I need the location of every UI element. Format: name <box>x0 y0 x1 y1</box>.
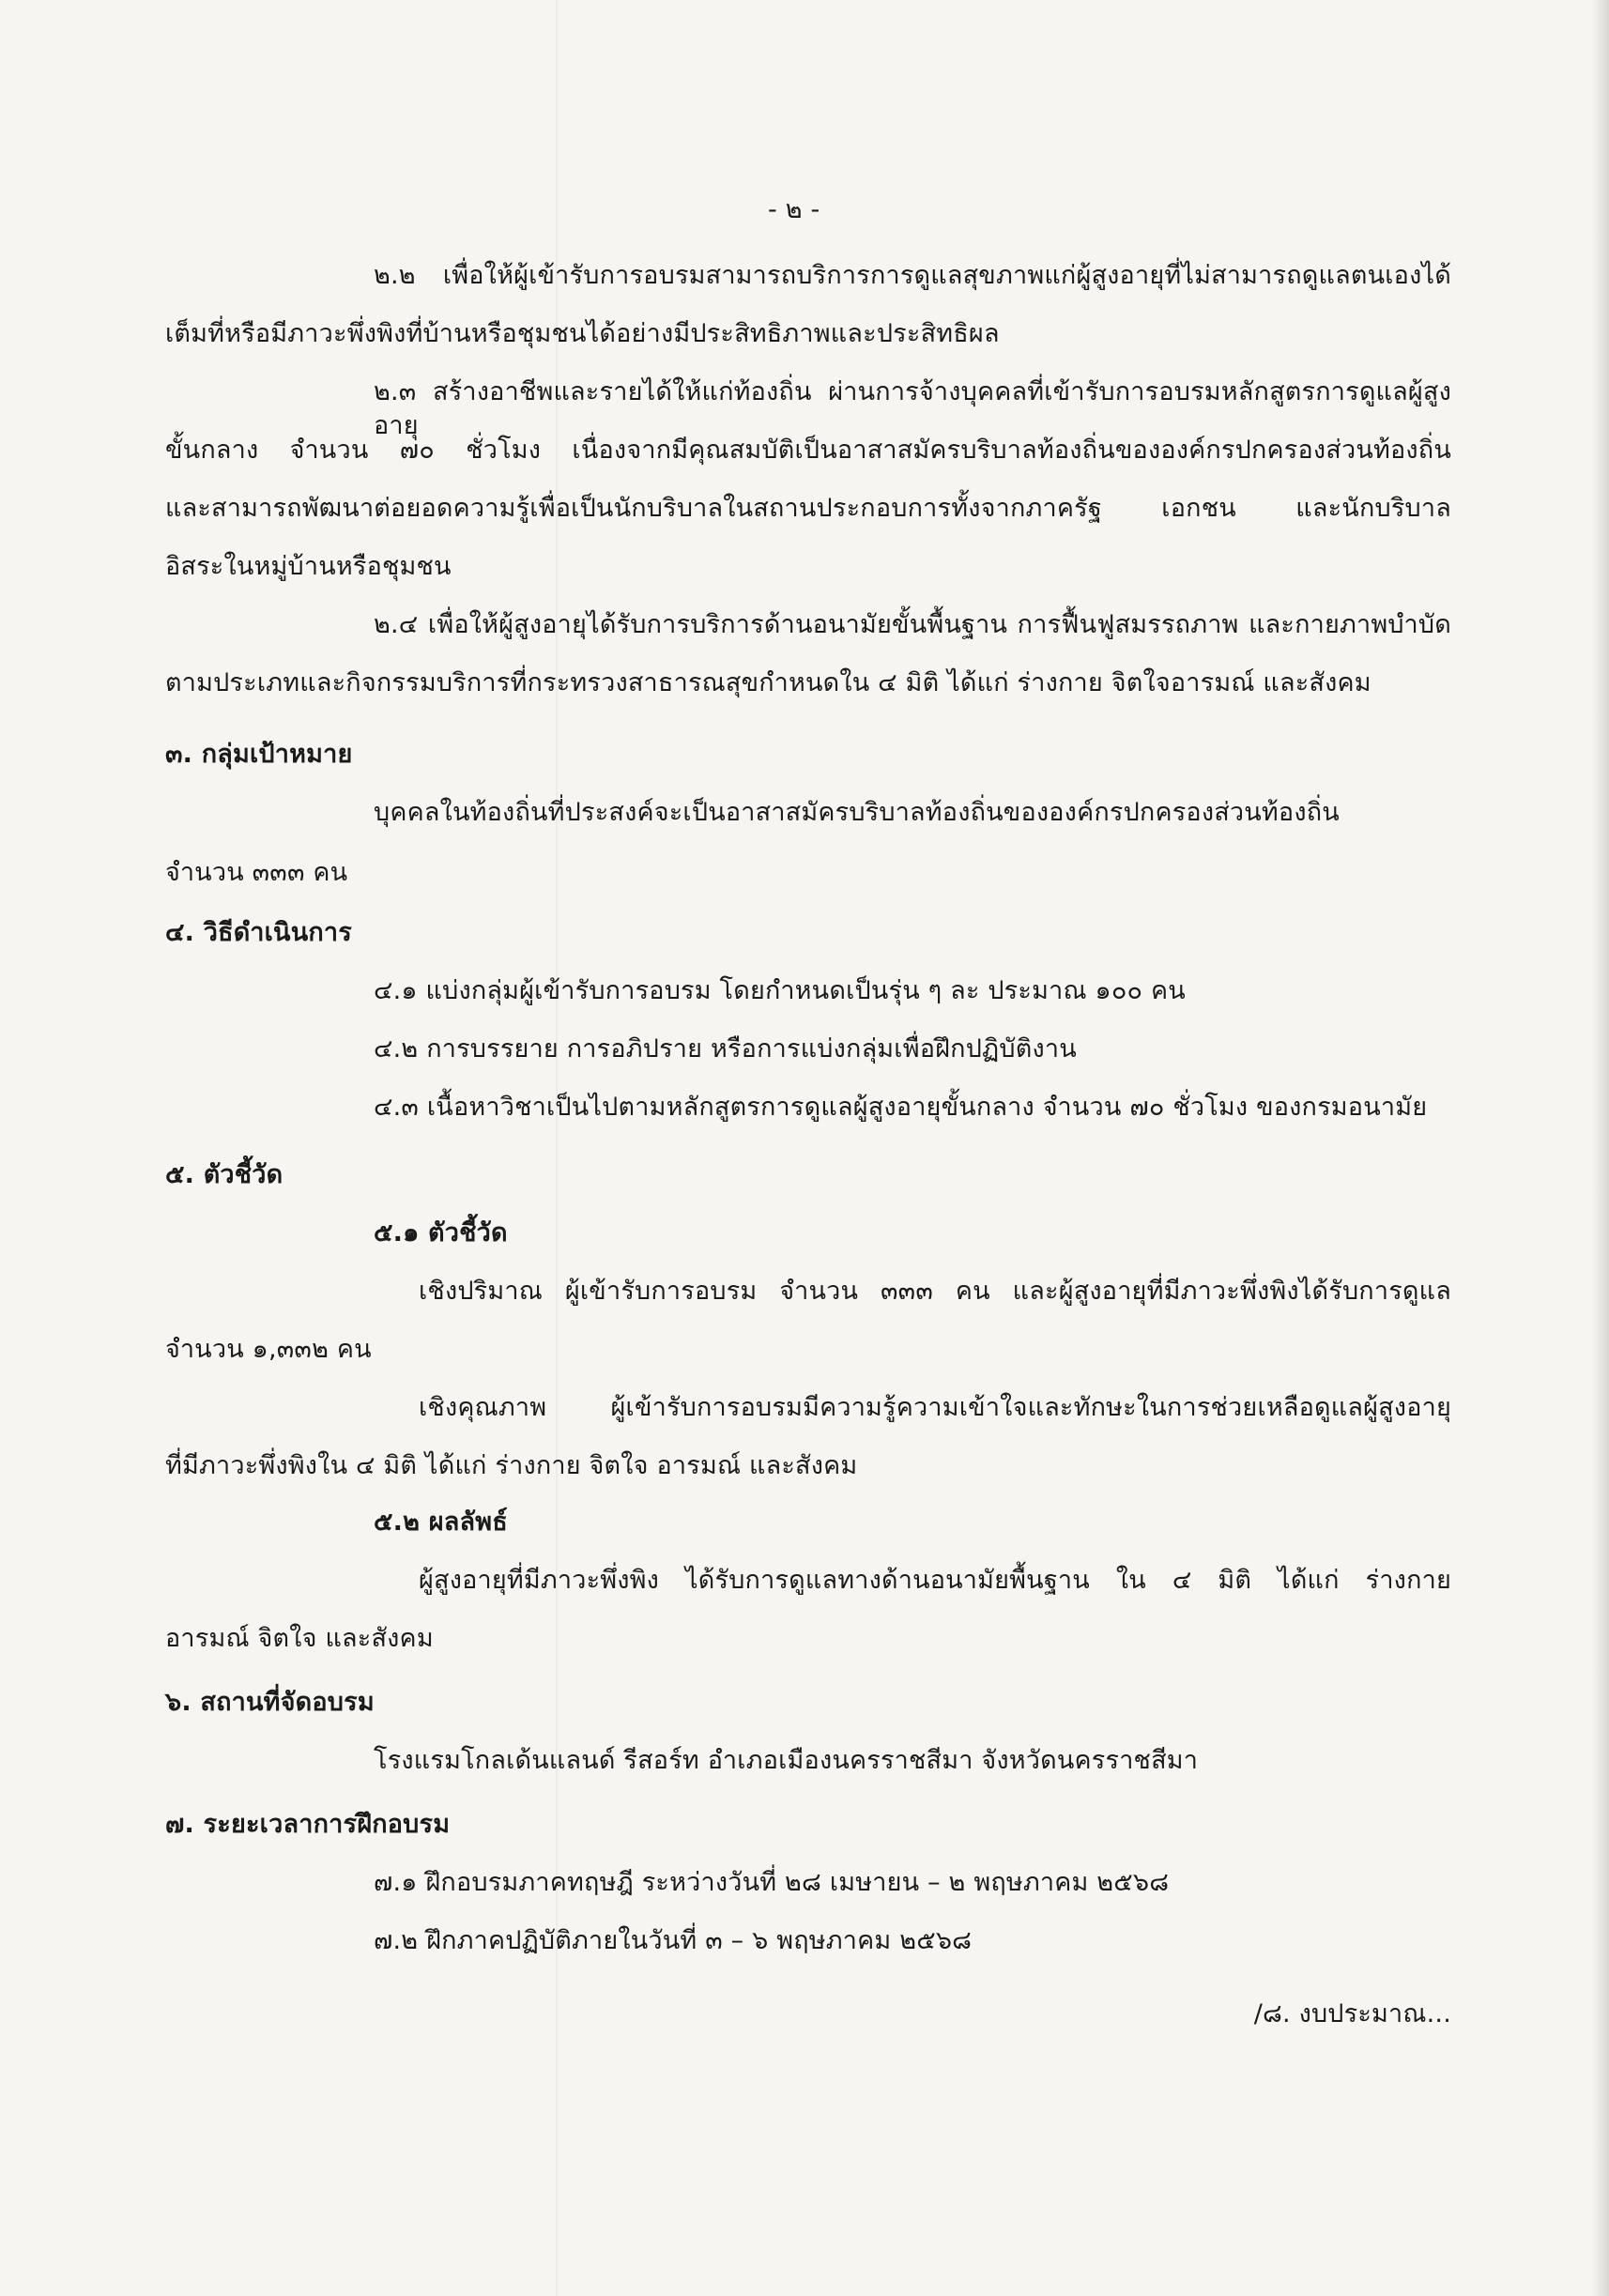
item-7-1: ๗.๑ ฝึกอบรมภาคทฤษฎี ระหว่างวันที่ ๒๘ เมษายน – ๒ พฤษภาคม ๒๕๖๘ <box>374 1868 1170 1897</box>
item-7-2: ๗.๒ ฝึกภาคปฏิบัติภายในวันที่ ๓ – ๖ พฤษภาคม ๒๕๖๘ <box>374 1926 973 1955</box>
section-5-1-heading: ๕.๑ ตัวชี้วัด <box>374 1218 508 1247</box>
outcome-line-1: ผู้สูงอายุที่มีภาวะพึ่งพิง ได้รับการดูแลทางด้านอนามัยพื้นฐาน ใน ๔ มิติ ได้แก่ ร่างกาย <box>419 1566 1451 1595</box>
item-2-2-line-1: ๒.๒ เพื่อให้ผู้เข้ารับการอบรมสามารถบริการการดูแลสุขภาพแก่ผู้สูงอายุที่ไม่สามารถดูแลตนเองได้ <box>374 261 1451 290</box>
venue-line: โรงแรมโกลเด้นแลนด์ รีสอร์ท อำเภอเมืองนครราชสีมา จังหวัดนครราชสีมา <box>374 1746 1199 1775</box>
item-4-1: ๔.๑ แบ่งกลุ่มผู้เข้ารับการอบรม โดยกำหนดเป็นรุ่น ๆ ละ ประมาณ ๑๐๐ คน <box>374 976 1186 1005</box>
item-2-2-line-2: เต็มที่หรือมีภาวะพึ่งพิงที่บ้านหรือชุมชนได้อย่างมีประสิทธิภาพและประสิทธิผล <box>165 319 1000 348</box>
outcome-line-2: อารมณ์ จิตใจ และสังคม <box>165 1624 434 1653</box>
item-2-3-line-1: ๒.๓ สร้างอาชีพและรายได้ให้แก่ท้องถิ่น ผ่านการจ้างบุคคลที่เข้ารับการอบรมหลักสูตรการดูแลผู้สูงอายุ <box>374 377 1451 440</box>
item-2-4-line-2: ตามประเภทและกิจกรรมบริการที่กระทรวงสาธารณสุขกำหนดใน ๔ มิติ ได้แก่ ร่างกาย จิตใจอารมณ์ และสังคม <box>165 668 1371 697</box>
scan-edge-shadow <box>1592 0 1609 2296</box>
item-4-2: ๔.๒ การบรรยาย การอภิปราย หรือการแบ่งกลุ่มเพื่อฝึกปฏิบัติงาน <box>374 1034 1077 1064</box>
section-3-line-2: จำนวน ๓๓๓ คน <box>165 858 348 887</box>
page-number: - ๒ - <box>768 195 820 224</box>
section-3-heading: ๓. กลุ่มเป้าหมาย <box>165 740 353 769</box>
item-4-3: ๔.๓ เนื้อหาวิชาเป็นไปตามหลักสูตรการดูแลผู้สูงอายุขั้นกลาง จำนวน ๗๐ ชั่วโมง ของกรมอนามัย <box>374 1093 1428 1122</box>
quantitative-line-2: จำนวน ๑,๓๓๒ คน <box>165 1335 372 1364</box>
section-4-heading: ๔. วิธีดำเนินการ <box>165 918 352 947</box>
item-2-3-line-2: ขั้นกลาง จำนวน ๗๐ ชั่วโมง เนื่องจากมีคุณสมบัติเป็นอาสาสมัครบริบาลท้องถิ่นขององค์กรปกครองส่วนท้องถิ่น <box>165 436 1451 465</box>
quantitative-line-1: เชิงปริมาณ ผู้เข้ารับการอบรม จำนวน ๓๓๓ คน และผู้สูงอายุที่มีภาวะพึ่งพิงได้รับการดูแล <box>419 1277 1451 1306</box>
qualitative-line-1: เชิงคุณภาพ ผู้เข้ารับการอบรมมีความรู้ความเข้าใจและทักษะในการช่วยเหลือดูแลผู้สูงอายุ <box>419 1393 1451 1422</box>
item-2-3-line-3: และสามารถพัฒนาต่อยอดความรู้เพื่อเป็นนักบริบาลในสถานประกอบการทั้งจากภาครัฐ เอกชน และนักบริบาล <box>165 494 1451 523</box>
item-2-4-line-1: ๒.๔ เพื่อให้ผู้สูงอายุได้รับการบริการด้านอนามัยขั้นพื้นฐาน การฟื้นฟูสมรรถภาพ และกายภาพบำบัด <box>374 610 1451 639</box>
section-5-2-heading: ๕.๒ ผลลัพธ์ <box>374 1508 508 1537</box>
section-7-heading: ๗. ระยะเวลาการฝึกอบรม <box>165 1810 451 1839</box>
continuation-note: /๘. งบประมาณ... <box>1253 1999 1451 2028</box>
section-3-line-1: บุคคลในท้องถิ่นที่ประสงค์จะเป็นอาสาสมัครบริบาลท้องถิ่นขององค์กรปกครองส่วนท้องถิ่น <box>374 798 1340 827</box>
qualitative-line-2: ที่มีภาวะพึ่งพิงใน ๔ มิติ ได้แก่ ร่างกาย จิตใจ อารมณ์ และสังคม <box>165 1451 858 1480</box>
section-6-heading: ๖. สถานที่จัดอบรม <box>165 1688 375 1717</box>
item-2-3-line-4: อิสระในหมู่บ้านหรือชุมชน <box>165 552 452 581</box>
section-5-heading: ๕. ตัวชี้วัด <box>165 1160 283 1189</box>
